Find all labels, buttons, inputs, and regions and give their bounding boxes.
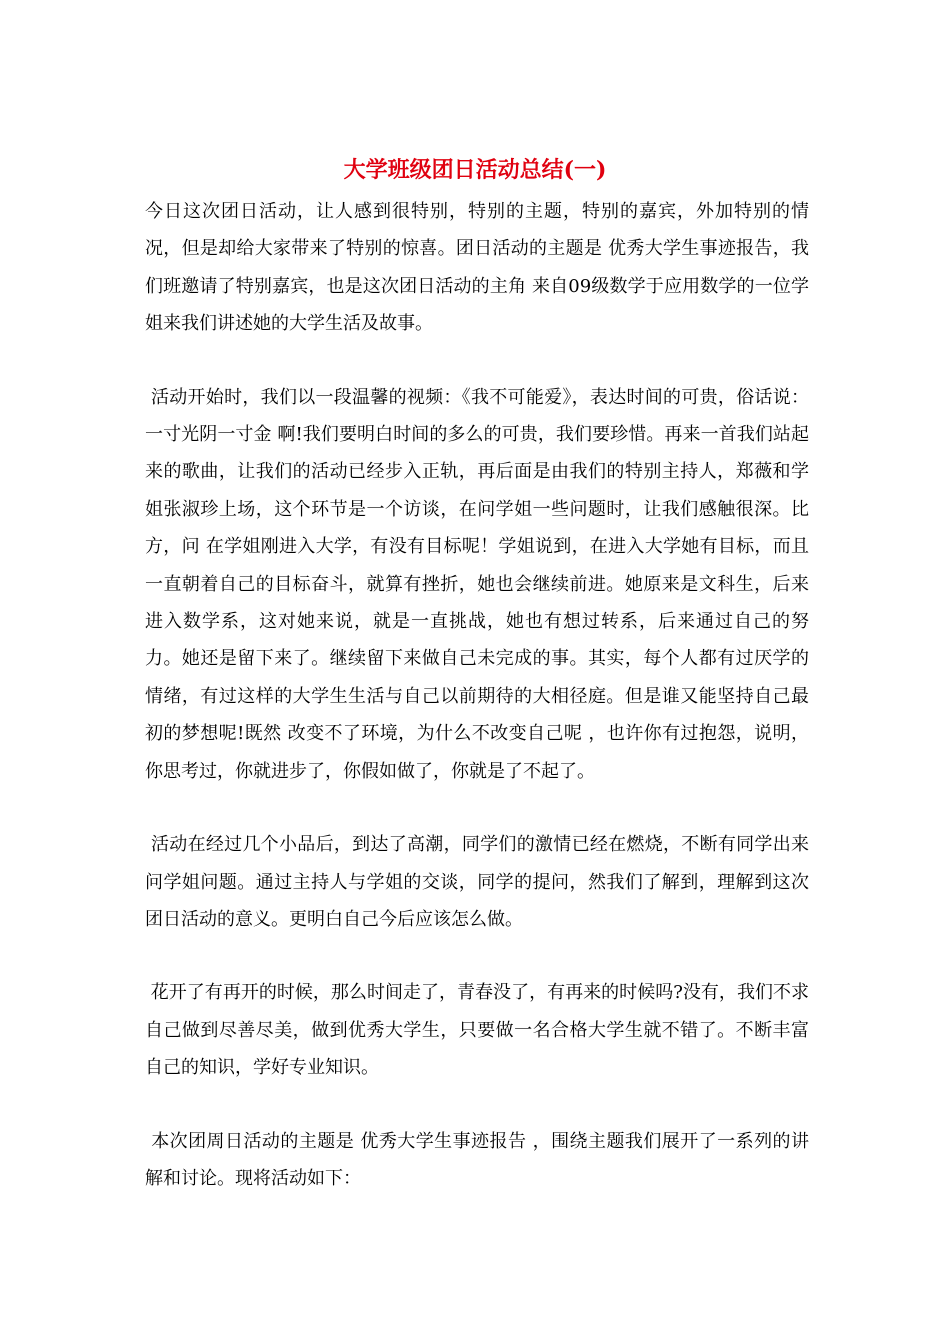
paragraph-4: 花开了有再开的时候，那么时间走了，青春没了，有再来的时候吗?没有，我们不求自己做到尽善尽美，做到优秀大学生，只要做一名合格大学生就不错了。不断丰富自己的知识，学好专业知识。 <box>145 982 809 1079</box>
paragraph-2: 活动开始时，我们以一段温馨的视频：《我不可能爱》，表达时间的可贵，俗话说： 一寸光阴一寸金 啊!我们要明白时间的多么的可贵，我们要珍惜。再来一首我们站起来的歌曲，让我们的活动已经步入正轨，再后面是由我们的特别主持人，郑薇和学姐张淑珍上场，这个环节是一个访谈，在问学姐一些问题时，让我们感触很深。比方，问 在学姐刚进入大学，有没有目标呢！学姐说到，在进入大学她有目标，而且一直朝着自己的目标奋斗，就算有挫折，她也会继续前进。她原来是文科生，后来进入数学系，这对她来说，就是一直挑战，她也有想过转系，后来通过自己的努力。她还是留下来了。继续留下来做自己未完成的事。其实，每个人都有过厌学的情绪，有过这样的大学生生活与自己以前期待的大相径庭。但是谁又能坚持自己最初的梦想呢!既然 改变不了环境，为什么不改变自己呢 ，也许你有过抱怨，说明，你思考过，你就进步了，你假如做了，你就是了不起了。 <box>145 386 815 782</box>
paragraph-5: 本次团周日活动的主题是 优秀大学生事迹报告 ，围绕主题我们展开了一系列的讲解和讨论。现将活动如下： <box>145 1130 809 1189</box>
document-title: 大学班级团日活动总结(一) <box>343 157 607 183</box>
document-body <box>145 193 815 1233</box>
paragraph-1: 今日这次团日活动，让人感到很特别，特别的主题，特别的嘉宾，外加特别的情况，但是却给大家带来了特别的惊喜。团日活动的主题是 优秀大学生事迹报告，我们班邀请了特别嘉宾，也是这次团日活动的主角 来自09级数学于应用数学的一位学姐来我们讲述她的大学生活及故事。 <box>145 201 809 335</box>
paragraph-3: 活动在经过几个小品后，到达了高潮，同学们的激情已经在燃烧，不断有同学出来问学姐问题。通过主持人与学姐的交谈，同学的提问，然我们了解到，理解到这次团日活动的意义。更明白自己今后应该怎么做。 <box>145 834 809 930</box>
